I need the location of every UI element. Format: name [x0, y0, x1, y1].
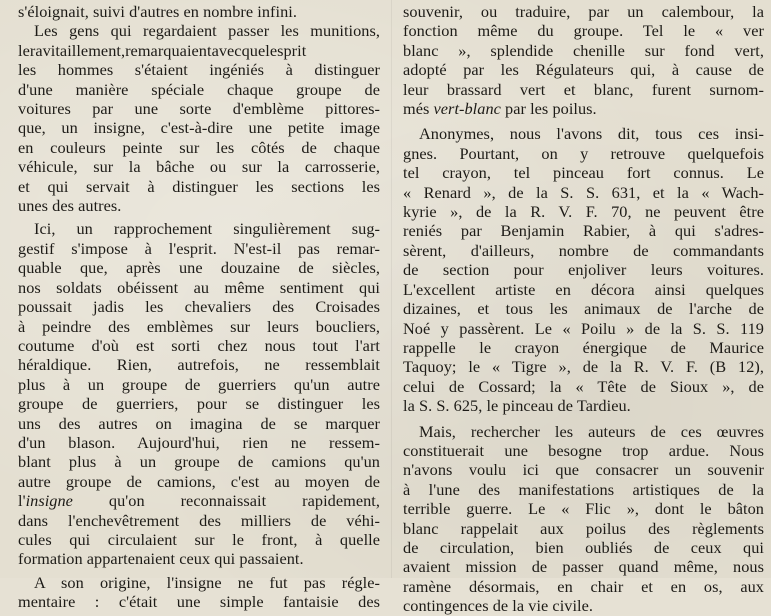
- text-line: poussait jadis les chevaliers des Croisades: [18, 297, 380, 317]
- column-divider: [391, 0, 392, 578]
- text-line: dans l'enchevêtrement des milliers de véhi-: [18, 510, 380, 530]
- text-line: que, un insigne, c'est-à-dire une petite image: [18, 118, 380, 138]
- text-line: de circulation, bien oubliés de ceux qui: [403, 537, 764, 557]
- text-line: Mais, rechercher les auteurs de ces œuvres: [419, 421, 764, 441]
- text-line: en couleurs peinte sur les côtés de chaque: [18, 137, 380, 157]
- left-column: [18, 2, 380, 612]
- text-line: uns des autres on imagina de se marquer: [18, 413, 380, 433]
- text-line: à l'une des manifestations artistiques de la: [403, 479, 764, 499]
- text-line: leravitaillement,remarquaientavecquelesprit: [18, 40, 307, 60]
- text-line: contingences de la vie civile.: [403, 596, 594, 616]
- paragraph-origine: [18, 573, 380, 612]
- text-line: la S. S. 625, le pinceau de Tardieu.: [403, 396, 631, 416]
- text-line: souvenir, ou traduire, par un calembour, la: [403, 2, 764, 21]
- text-line: d'un blason. Aujourd'hui, rien ne ressem-: [18, 432, 380, 452]
- text-line: s'éloignait, suivi d'autres en nombre infini.: [18, 2, 297, 21]
- text-line: blanc rappelait aux poilus des règlements: [403, 518, 764, 538]
- text-line-with-italic: [18, 491, 380, 510]
- paragraph-conclusion: [403, 422, 764, 616]
- text-line: n'avons voulu ici que consacrer un souvenir: [403, 460, 764, 480]
- text-line: constituerait une besogne trop ardue. Nous: [403, 440, 764, 460]
- text-line: leur brassard vert et blanc, furent surnom-: [403, 79, 764, 99]
- text-line: d'une manière spéciale chaque groupe de: [18, 79, 380, 99]
- text-line: tel crayon, tel pinceau fort connus. Le: [403, 163, 764, 183]
- text-line: Les gens qui regardaient passer les munitions,: [34, 21, 380, 41]
- text-line: Taquoy; le « Tigre », de la R. V. F. (B 12),: [403, 357, 764, 377]
- text-line: autre groupe de camions, c'est au moyen de: [18, 471, 380, 491]
- text-line: groupe de guerriers, pour se distinguer les: [18, 394, 380, 414]
- text-fragment: qu'on reconnaissait rapidement,: [72, 491, 380, 511]
- text-line: à peindre des emblèmes sur leurs boucliers,: [18, 316, 380, 336]
- text-line: formation appartenaient ceux qui passaient.: [18, 549, 304, 569]
- paragraph-anonymes: [403, 124, 764, 415]
- text-line: héraldique. Rien, autrefois, ne ressemblait: [18, 355, 380, 375]
- text-line: fonction même du groupe. Tel le « ver: [403, 21, 764, 41]
- text-line-with-italic: [403, 99, 764, 118]
- paragraph-ver-blanc: [403, 2, 764, 118]
- text-line: Ici, un rapprochement singulièrement sug-: [34, 219, 380, 239]
- text-line: rappelle le crayon énergique de Maurice: [403, 337, 764, 357]
- text-line: blant plus à un groupe de camions qu'un: [18, 452, 380, 472]
- text-line: adopté par les Régulateurs qui, à cause de: [403, 60, 764, 80]
- text-line: nos soldats obéissent au même sentiment qui: [18, 277, 380, 297]
- text-line: coutume d'où est sorti chez nous tout l'art: [18, 335, 380, 355]
- text-line: sèrent, d'ailleurs, nombre de commandants: [403, 240, 764, 260]
- paragraph-insignes-intro: [18, 21, 380, 215]
- text-fragment: par les poilus.: [500, 99, 597, 119]
- text-line: de section pour enjoliver leurs voitures.: [403, 260, 764, 280]
- text-line: L'excellent artiste en décora ainsi quelques: [403, 279, 764, 299]
- text-line: kyrie », de la R. V. F. 70, ne peuvent être: [403, 202, 764, 222]
- text-fragment: l': [18, 491, 26, 511]
- paragraph-opening-fragment: [18, 2, 380, 21]
- italic-word-vert-blanc: vert-blanc: [433, 99, 501, 119]
- text-line: avaient mission de passer quand même, nous: [403, 557, 764, 577]
- text-line: gestif s'impose à l'esprit. N'est-il pas remar-: [18, 238, 380, 258]
- text-line: dizaines, et tous les animaux de l'arche de: [403, 299, 764, 319]
- text-line: quable que, après une douzaine de siècles,: [18, 258, 380, 278]
- text-line: gnes. Pourtant, on y retrouve quelquefois: [403, 143, 764, 163]
- paragraph-croisades-comparison: [18, 219, 380, 568]
- text-line: véhicule, sur la bâche ou sur la carrosserie,: [18, 157, 380, 177]
- text-line: et qui servait à distinguer les sections les: [18, 176, 380, 196]
- text-line: Noé y passèrent. Le « Poilu » de la S. S. 119: [403, 318, 764, 338]
- text-fragment: més: [403, 99, 434, 119]
- italic-word-insigne: insigne: [25, 491, 73, 511]
- text-line: Anonymes, nous l'avons dit, tous ces insi-: [419, 124, 764, 144]
- right-column: [403, 2, 764, 616]
- text-line: celui de Cossard; la « Tête de Sioux », de: [403, 376, 764, 396]
- text-line: blanc », splendide chenille sur fond vert,: [403, 40, 764, 60]
- text-line: unes des autres.: [18, 196, 122, 216]
- text-line: plus à un groupe de guerriers qu'un autre: [18, 374, 380, 394]
- text-line: ramène désormais, en chair et en os, aux: [403, 576, 764, 596]
- text-line: A son origine, l'insigne ne fut pas régle-: [34, 572, 380, 592]
- text-line: « Renard », de la S. S. 631, et la « Wach-: [403, 182, 764, 202]
- text-line: cules qui circulaient sur le front, à quelle: [18, 529, 380, 549]
- text-line: les hommes s'étaient ingéniés à distinguer: [18, 60, 380, 80]
- text-line: voitures par une sorte d'emblème pittores-: [18, 99, 380, 119]
- text-line: reniés par Benjamin Rabier, à qui s'adres-: [403, 221, 764, 241]
- text-line: mentaire : c'était une simple fantaisie des: [18, 592, 380, 612]
- text-line: terrible guerre. Le « Flic », dont le bâton: [403, 499, 764, 519]
